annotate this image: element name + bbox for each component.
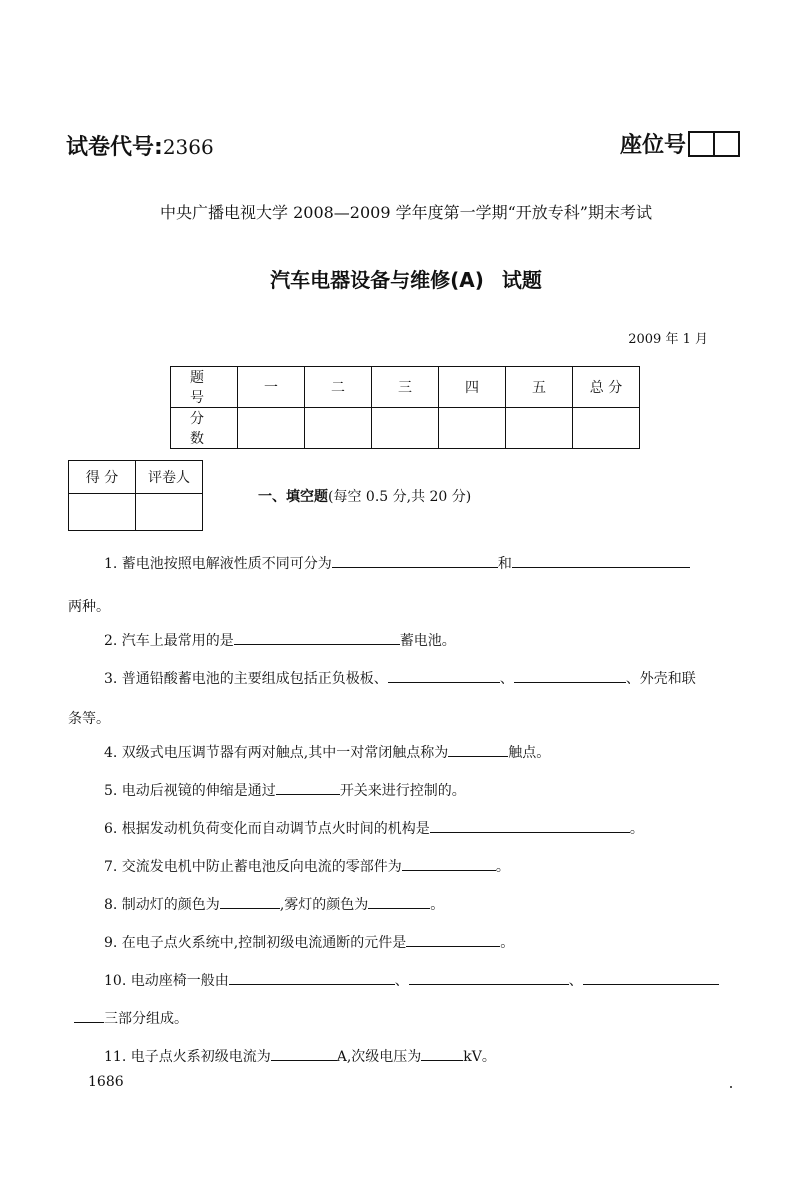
answer-blank[interactable]: [332, 553, 498, 568]
question-text: 6. 根据发动机负荷变化而自动调节点火时间的机构是: [104, 821, 430, 837]
grader-score-label: 得 分: [69, 461, 136, 494]
answer-blank[interactable]: [421, 1046, 463, 1061]
answer-blank[interactable]: [74, 1008, 104, 1023]
exam-code: [66, 130, 214, 161]
answer-blank[interactable]: [448, 742, 508, 757]
question-3: [104, 668, 696, 688]
question-text: 7. 交流发电机中防止蓄电池反向电流的零部件为: [104, 859, 402, 875]
question-text: 。: [495, 859, 510, 875]
question-text: 11. 电子点火系初级电流为: [104, 1049, 271, 1065]
exam-title-main: 汽车电器设备与维修(A): [270, 268, 484, 292]
question-5: [104, 780, 466, 800]
score-table-col-2: 二: [305, 367, 372, 408]
question-11: [104, 1046, 496, 1066]
question-text: 和: [497, 556, 512, 572]
score-table-col-3: 三: [372, 367, 439, 408]
grader-name-label: 评卷人: [136, 461, 203, 494]
exam-code-label: 试卷代号:: [66, 135, 163, 160]
answer-blank[interactable]: [583, 970, 719, 985]
question-text: 三部分组成。: [104, 1011, 188, 1027]
answer-blank[interactable]: [514, 668, 626, 683]
section-label: 一、填空题: [258, 489, 328, 505]
question-1-cont: 两种。: [68, 599, 110, 615]
question-text: 。: [430, 897, 445, 913]
answer-blank[interactable]: [402, 856, 496, 871]
score-table-col-5: 五: [506, 367, 573, 408]
score-table-col-1: 一: [238, 367, 305, 408]
answer-blank[interactable]: [234, 630, 400, 645]
score-cell[interactable]: [506, 408, 573, 449]
exam-date: 2009 年 1 月: [628, 332, 708, 347]
question-9: [104, 932, 514, 952]
score-table-header-row: [171, 367, 640, 408]
question-7: [104, 856, 510, 876]
answer-blank[interactable]: [276, 780, 340, 795]
seat-number-box: [688, 131, 740, 157]
exam-title: [0, 264, 812, 293]
exam-title-suffix: 试题: [501, 268, 542, 292]
question-text: 3. 普通铅酸蓄电池的主要组成包括正负极板、: [104, 671, 388, 687]
question-text: ,雾灯的颜色为: [279, 897, 369, 913]
score-cell[interactable]: [305, 408, 372, 449]
answer-blank[interactable]: [388, 668, 500, 683]
score-table: [170, 366, 640, 449]
question-8: [104, 894, 444, 914]
question-text: A,次级电压为: [336, 1049, 422, 1065]
answer-blank[interactable]: [271, 1046, 337, 1061]
question-text: 触点。: [508, 745, 551, 761]
question-text: 、: [568, 973, 583, 989]
answer-blank[interactable]: [406, 932, 500, 947]
question-text: 4. 双级式电压调节器有两对触点,其中一对常闭触点称为: [104, 745, 449, 761]
answer-blank[interactable]: [512, 553, 690, 568]
score-table-score-row: [171, 408, 640, 449]
question-text: 、外壳和联: [625, 671, 696, 687]
answer-blank[interactable]: [409, 970, 569, 985]
answer-blank[interactable]: [430, 818, 630, 833]
question-text: 开关来进行控制的。: [339, 783, 466, 799]
question-10-cont: [74, 1008, 188, 1028]
score-cell[interactable]: [439, 408, 506, 449]
score-table-col-4: 四: [439, 367, 506, 408]
question-10: [104, 970, 719, 990]
grader-score-cell[interactable]: [69, 494, 136, 531]
exam-code-number: 2366: [162, 135, 214, 159]
question-text: 、: [499, 671, 514, 687]
question-3-cont: 条等。: [68, 711, 110, 727]
question-text: 1. 蓄电池按照电解液性质不同可分为: [104, 556, 332, 572]
question-text: 10. 电动座椅一般由: [104, 973, 229, 989]
question-text: 9. 在电子点火系统中,控制初级电流通断的元件是: [104, 935, 407, 951]
score-table-row-label: 题 号: [171, 367, 238, 408]
question-2: [104, 630, 456, 650]
seat-number: [620, 128, 740, 159]
scan-speck: [730, 1086, 732, 1088]
score-cell[interactable]: [372, 408, 439, 449]
question-6: [104, 818, 644, 838]
question-text: 蓄电池。: [399, 633, 456, 649]
answer-blank[interactable]: [220, 894, 280, 909]
question-4: [104, 742, 550, 762]
score-cell[interactable]: [573, 408, 640, 449]
question-text: 。: [500, 935, 515, 951]
seat-label: 座位号: [619, 133, 686, 158]
score-table-score-label: 分 数: [171, 408, 238, 449]
answer-blank[interactable]: [368, 894, 430, 909]
grader-table: [68, 460, 203, 531]
score-cell[interactable]: [238, 408, 305, 449]
question-text: 5. 电动后视镜的伸缩是通过: [104, 783, 276, 799]
section-heading: [258, 486, 471, 506]
grader-name-cell[interactable]: [136, 494, 203, 531]
question-text: kV。: [463, 1049, 496, 1065]
question-text: 8. 制动灯的颜色为: [104, 897, 220, 913]
question-text: 、: [394, 973, 409, 989]
score-table-col-total: 总 分: [573, 367, 640, 408]
university-line: 中央广播电视大学 2008—2009 学年度第一学期“开放专科”期末考试: [160, 203, 652, 222]
question-text: 2. 汽车上最常用的是: [104, 633, 234, 649]
question-text: 。: [629, 821, 644, 837]
section-note: (每空 0.5 分,共 20 分): [328, 489, 472, 505]
page-number: 1686: [88, 1074, 124, 1090]
answer-blank[interactable]: [229, 970, 395, 985]
question-1: [104, 553, 690, 573]
